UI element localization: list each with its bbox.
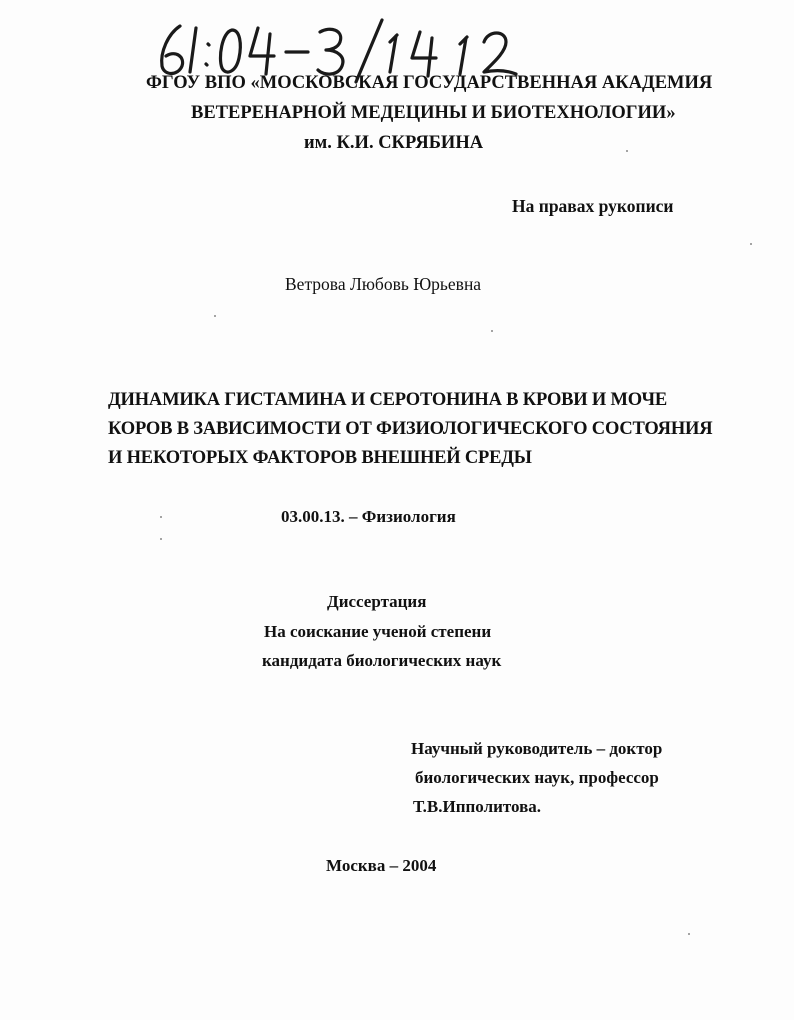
institution-line-3: им. К.И. СКРЯБИНА	[304, 133, 484, 153]
institution-line-1: ФГОУ ВПО «МОСКОВСКАЯ ГОСУДАРСТВЕННАЯ АКАДЕМИЯ	[146, 73, 713, 93]
degree-name-line: кандидата биологических наук	[262, 651, 502, 670]
specialty-code: 03.00.13. – Физиология	[281, 507, 456, 526]
handwritten-number-text: 61:04-3/1412	[150, 14, 156, 15]
degree-purpose-line: На соискание ученой степени	[264, 622, 492, 641]
scan-speck	[750, 243, 752, 245]
supervisor-line-1: Научный руководитель – доктор	[411, 739, 663, 758]
thesis-title-line-2: КОРОВ В ЗАВИСИМОСТИ ОТ ФИЗИОЛОГИЧЕСКОГО СОСТОЯНИЯ	[108, 419, 713, 439]
scan-speck	[688, 933, 690, 935]
scan-speck	[491, 330, 493, 332]
manuscript-rights-note: На правах рукописи	[512, 196, 674, 216]
author-name: Ветрова Любовь Юрьевна	[285, 274, 482, 294]
scan-speck	[160, 538, 162, 540]
thesis-title-line-1: ДИНАМИКА ГИСТАМИНА И СЕРОТОНИНА В КРОВИ И МОЧЕ	[108, 390, 668, 410]
scan-speck	[214, 315, 216, 317]
scan-speck	[160, 516, 162, 518]
city-year: Москва – 2004	[326, 856, 437, 875]
supervisor-line-2: биологических наук, профессор	[415, 768, 659, 787]
thesis-title-line-3: И НЕКОТОРЫХ ФАКТОРОВ ВНЕШНЕЙ СРЕДЫ	[108, 448, 532, 468]
supervisor-name: Т.В.Ипполитова.	[413, 797, 542, 816]
scan-speck	[626, 150, 628, 152]
institution-line-2: ВЕТЕРЕНАРНОЙ МЕДЕЦИНЫ И БИОТЕХНОЛОГИИ»	[191, 103, 676, 123]
dissertation-label: Диссертация	[327, 592, 427, 611]
